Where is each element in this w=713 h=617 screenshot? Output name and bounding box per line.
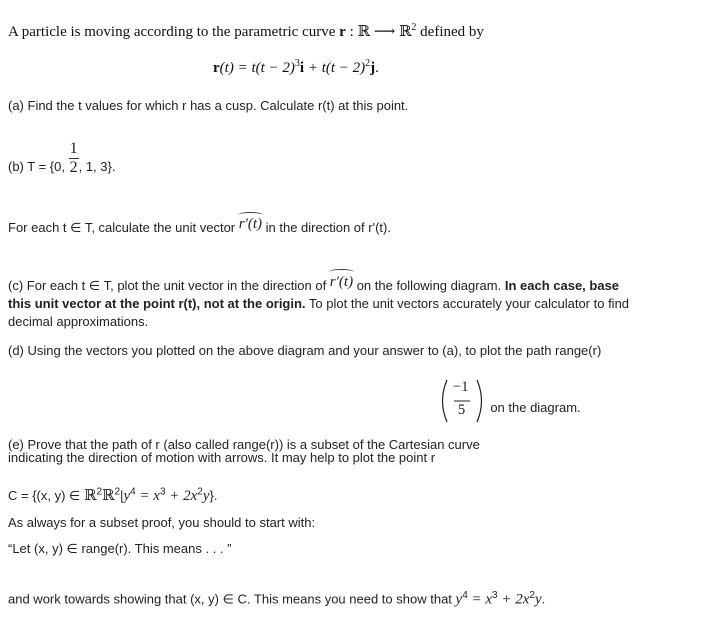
- set-c-r2b: ℝ: [102, 488, 115, 504]
- part-c: [8, 274, 668, 331]
- final-e3: 2: [529, 590, 535, 601]
- set-c-r2b-sup: 2: [114, 486, 121, 498]
- intro-text-b: : ℝ ⟶ ℝ: [345, 24, 412, 40]
- set-c-end: y: [202, 488, 210, 504]
- eq-lhs: r: [213, 60, 220, 76]
- part-b-prefix: (b) T = {0,: [8, 159, 69, 174]
- subset-instruction: As always for a subset proof, you should to start with:: [8, 515, 316, 530]
- intro-text-a: A particle is moving according to the parametric curve: [8, 24, 340, 40]
- final-e1: 4: [462, 590, 468, 601]
- final-line: [8, 590, 545, 608]
- part-c-bold-1: In each case, base: [504, 278, 620, 293]
- part-b-suffix: , 1, 3}.: [78, 159, 116, 174]
- parametric-equation: [213, 58, 379, 77]
- eq-body-a: (t) = t(t − 2): [219, 60, 295, 76]
- eq-end: .: [375, 60, 379, 76]
- final-y: y: [455, 591, 463, 608]
- column-vector: [437, 376, 487, 429]
- vector-top: −1: [452, 379, 469, 395]
- set-c-r2a: ℝ: [83, 488, 97, 504]
- final-dot: .: [541, 591, 546, 607]
- set-c-bar: |: [120, 488, 124, 503]
- unit-vector-line: [8, 216, 391, 237]
- part-b-frac-den: 2: [69, 159, 78, 176]
- intro-sup: 2: [411, 22, 417, 33]
- set-c-e1: 4: [130, 486, 136, 498]
- part-d-line-1: (d) Using the vectors you plotted on the above diagram and your answer to (a), to plot the path range(r): [8, 343, 602, 358]
- final-mid2: + 2x: [497, 591, 530, 608]
- part-b-fraction: [69, 140, 79, 177]
- part-c-line-1: [8, 274, 668, 295]
- part-e: (e) Prove that the path of r (also called range(r)) is a subset of the Cartesian curve: [8, 437, 480, 452]
- set-c-e2: 3: [159, 486, 166, 498]
- set-c-mid: = x: [135, 488, 160, 504]
- intro-line: [8, 22, 484, 41]
- set-c-y: y: [123, 488, 131, 504]
- eq-body-b: + t(t − 2): [304, 60, 366, 76]
- set-c-mid2: + 2x: [165, 488, 198, 504]
- eq-i: i: [299, 60, 305, 76]
- set-c-e3: 2: [197, 486, 203, 498]
- set-c-definition: [8, 486, 218, 505]
- intro-r-bold: r: [339, 24, 346, 40]
- part-c-mid: on the following diagram.: [353, 278, 505, 293]
- unit-vector-suffix: in the direction of r'(t).: [262, 220, 391, 235]
- part-c-prefix: (c) For each t ∈ T, plot the unit vector in the direction of: [8, 278, 330, 293]
- vector-bottom: 5: [457, 402, 466, 418]
- set-c-r2a-sup: 2: [96, 486, 103, 498]
- part-d-prefix: indicating the direction of motion with arrows. It may help to plot the point r: [8, 450, 436, 465]
- eq-exp2: 2: [365, 58, 371, 69]
- final-prefix: and work towards showing that (x, y) ∈ C. This means you need to show that: [8, 591, 456, 607]
- set-c-prefix: C = {(x, y) ∈: [8, 488, 84, 503]
- final-e2: 3: [492, 590, 498, 601]
- part-c-line-2: [8, 295, 668, 313]
- part-c-bold-2: this unit vector at the point r(t), not at the origin.: [8, 296, 306, 311]
- part-b-frac-num: 1: [69, 140, 78, 157]
- eq-exp1: 3: [294, 58, 300, 69]
- final-mid: = x: [467, 591, 493, 608]
- eq-j: j: [370, 60, 376, 76]
- part-c-rest-1: To plot the unit vectors accurately your calculator to find: [305, 296, 630, 311]
- r-prime-hat-expr: r′(t): [238, 216, 263, 232]
- part-c-line-3: decimal approximations.: [8, 314, 149, 329]
- part-b: [8, 140, 115, 177]
- part-c-hat-expr: r′(t): [329, 274, 354, 290]
- intro-text-c: defined by: [416, 24, 484, 40]
- let-statement: “Let (x, y) ∈ range(r). This means . . . ”: [8, 541, 232, 556]
- unit-vector-prefix: For each t ∈ T, calculate the unit vector: [8, 220, 239, 235]
- final-end: y: [534, 591, 542, 608]
- set-c-close: }.: [209, 488, 218, 503]
- part-d-suffix: on the diagram.: [490, 400, 581, 415]
- part-a: (a) Find the t values for which r has a cusp. Calculate r(t) at this point.: [8, 98, 409, 113]
